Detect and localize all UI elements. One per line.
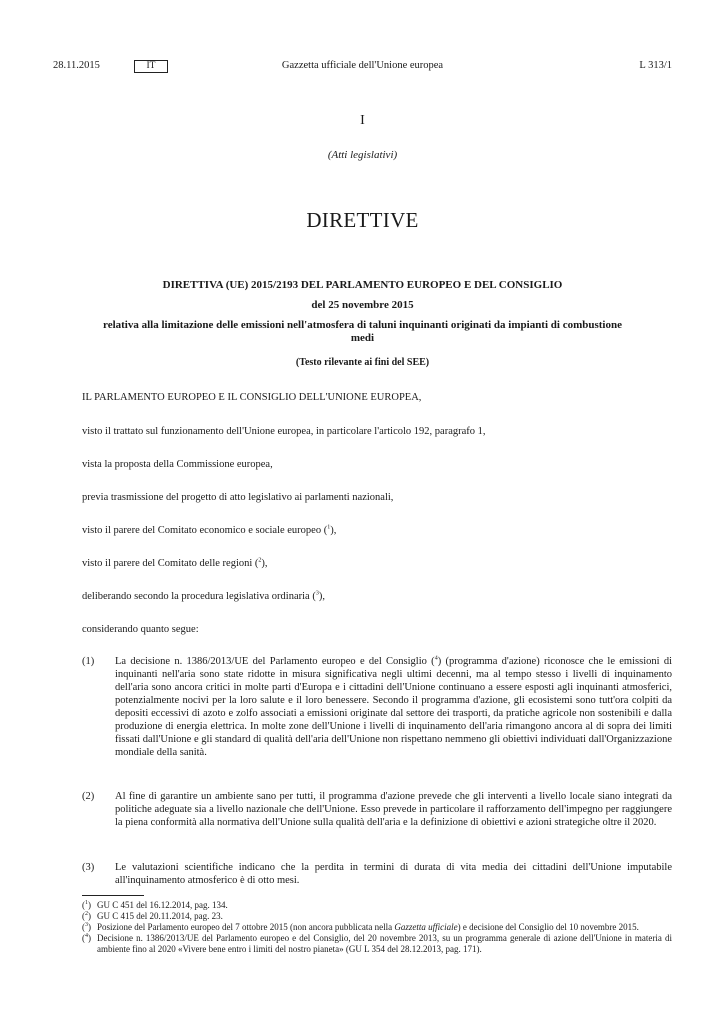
section-category: DIRETTIVE [306,208,419,232]
footnote-mark: ($^3$) [82,922,91,932]
page-reference: L 313/1 [639,60,672,71]
journal-title: Gazzetta ufficiale dell'Unione europea [281,60,444,71]
footnote: ($^1$) GU C 451 del 16.12.2014, pag. 134. [82,900,228,910]
language-code-box: IT [134,60,168,73]
footnote-mark: ($^4$) [82,933,91,943]
footnote: ($^3$) Posizione del Parlamento europeo del 7 ottobre 2015 (non ancora pubblicata nella Gazzetta ufficiale) e decisione del Consiglio del 10 novembre 2015. [82,922,639,932]
recital-number: (1) [82,656,95,667]
considering-intro: considerando quanto segue: [82,624,199,635]
publication-date: 28.11.2015 [53,60,100,71]
section-subtitle: (Atti legislativi) [327,149,398,161]
enacting-authority: IL PARLAMENTO EUROPEO E IL CONSIGLIO DELL'UNIONE EUROPEA, [82,392,422,403]
recital-text: Al fine di garantire un ambiente sano per tutti, il programma d'azione prevede che gli interventi a livello locale siano integrati da politiche adeguate sia a livello nazionale che dell'Unione. Esso prevede in particolare il rafforzamento dell'impegno per raggiungere la piena conformità alla normativa dell'Unione sulla qualità dell'aria e la definizione di obiettivi e azioni strategiche oltre il 2020. [115,791,672,828]
recital-text: Le valutazioni scientifiche indicano che la perdita in termini di durata di vita media dei cittadini dell'Unione imputabile all'inquinamento atmosferico è di otto mesi. [115,862,672,886]
footnote-divider [82,895,144,896]
footnote: ($^4$) Decisione n. 1386/2013/UE del Parlamento europeo e del Consiglio, del 20 novembre 2013, su un programma generale di azione dell'Unione in materia di ambiente fino al 2020 «Vivere bene entro i limiti del nostro pianeta» (GU L 354 del 28.12.2013, pag. 171). [82,933,672,954]
recital-text: La decisione n. 1386/2013/UE del Parlamento europeo e del Consiglio ($^4$) (programma d'azione) riconosce che le emissioni di inquinanti nell'aria sono state ridotte in misura significativa negli ultimi decenni, ma al tempo stesso i livelli di inquinamento dell'aria sono ancora critici in molte parti d'Europa e i cittadini dell'Unione continuano a essere esposti agli inquinanti atmosferici, potenzialmente nocivi per la loro salute e il loro benessere. Secondo il programma d'azione, gli ecosistemi sono tutt'ora colpiti da depositi eccessivi di azoto e zolfo associati a emissioni originate dal settore dei trasporti, da pratiche agricole non sostenibili e dalla produzione di energia elettrica. In molte zone dell'Unione i livelli di inquinamento dell'aria rimangono ancora al di sopra dei limiti fissati dall'Unione e gli standard di qualità dell'aria dell'Unione non rispettano nemmeno gli obiettivi individuati dall'Organizzazione mondiale della sanità. [115,655,672,758]
footnote-ref[interactable]: 4 [434,655,438,662]
footnote-ref[interactable]: 3 [315,590,319,597]
directive-date: del 25 novembre 2015 [311,299,414,311]
footnote-mark: ($^1$) [82,900,91,910]
section-number: I [360,113,365,128]
citation: visto il parere del Comitato economico e sociale europeo ($^1$), [82,524,337,536]
citation: visto il trattato sul funzionamento dell'Unione europea, in particolare l'articolo 192, paragrafo 1, [82,426,486,437]
recital-number: (3) [82,862,95,873]
directive-subject: relativa alla limitazione delle emissioni nell'atmosfera di taluni inquinanti originati da impianti di combustione medi [103,319,622,344]
footnote: ($^2$) GU C 415 del 20.11.2014, pag. 23. [82,911,223,921]
citation: vista la proposta della Commissione europea, [82,459,273,470]
citation: previa trasmissione del progetto di atto legislativo ai parlamenti nazionali, [82,492,394,503]
footnote-ref[interactable]: 1 [327,524,331,531]
footnote-ref[interactable]: 2 [258,557,262,564]
footnote-mark: ($^2$) [82,911,91,921]
citation: deliberando secondo la procedura legislativa ordinaria ($^3$), [82,590,325,602]
recital-number: (2) [82,791,95,802]
footnotes [82,900,672,955]
eea-relevance: (Testo rilevante ai fini del SEE) [295,357,430,368]
citation: visto il parere del Comitato delle regioni ($^2$), [82,557,268,569]
directive-title: DIRETTIVA (UE) 2015/2193 DEL PARLAMENTO EUROPEO E DEL CONSIGLIO [162,279,563,291]
